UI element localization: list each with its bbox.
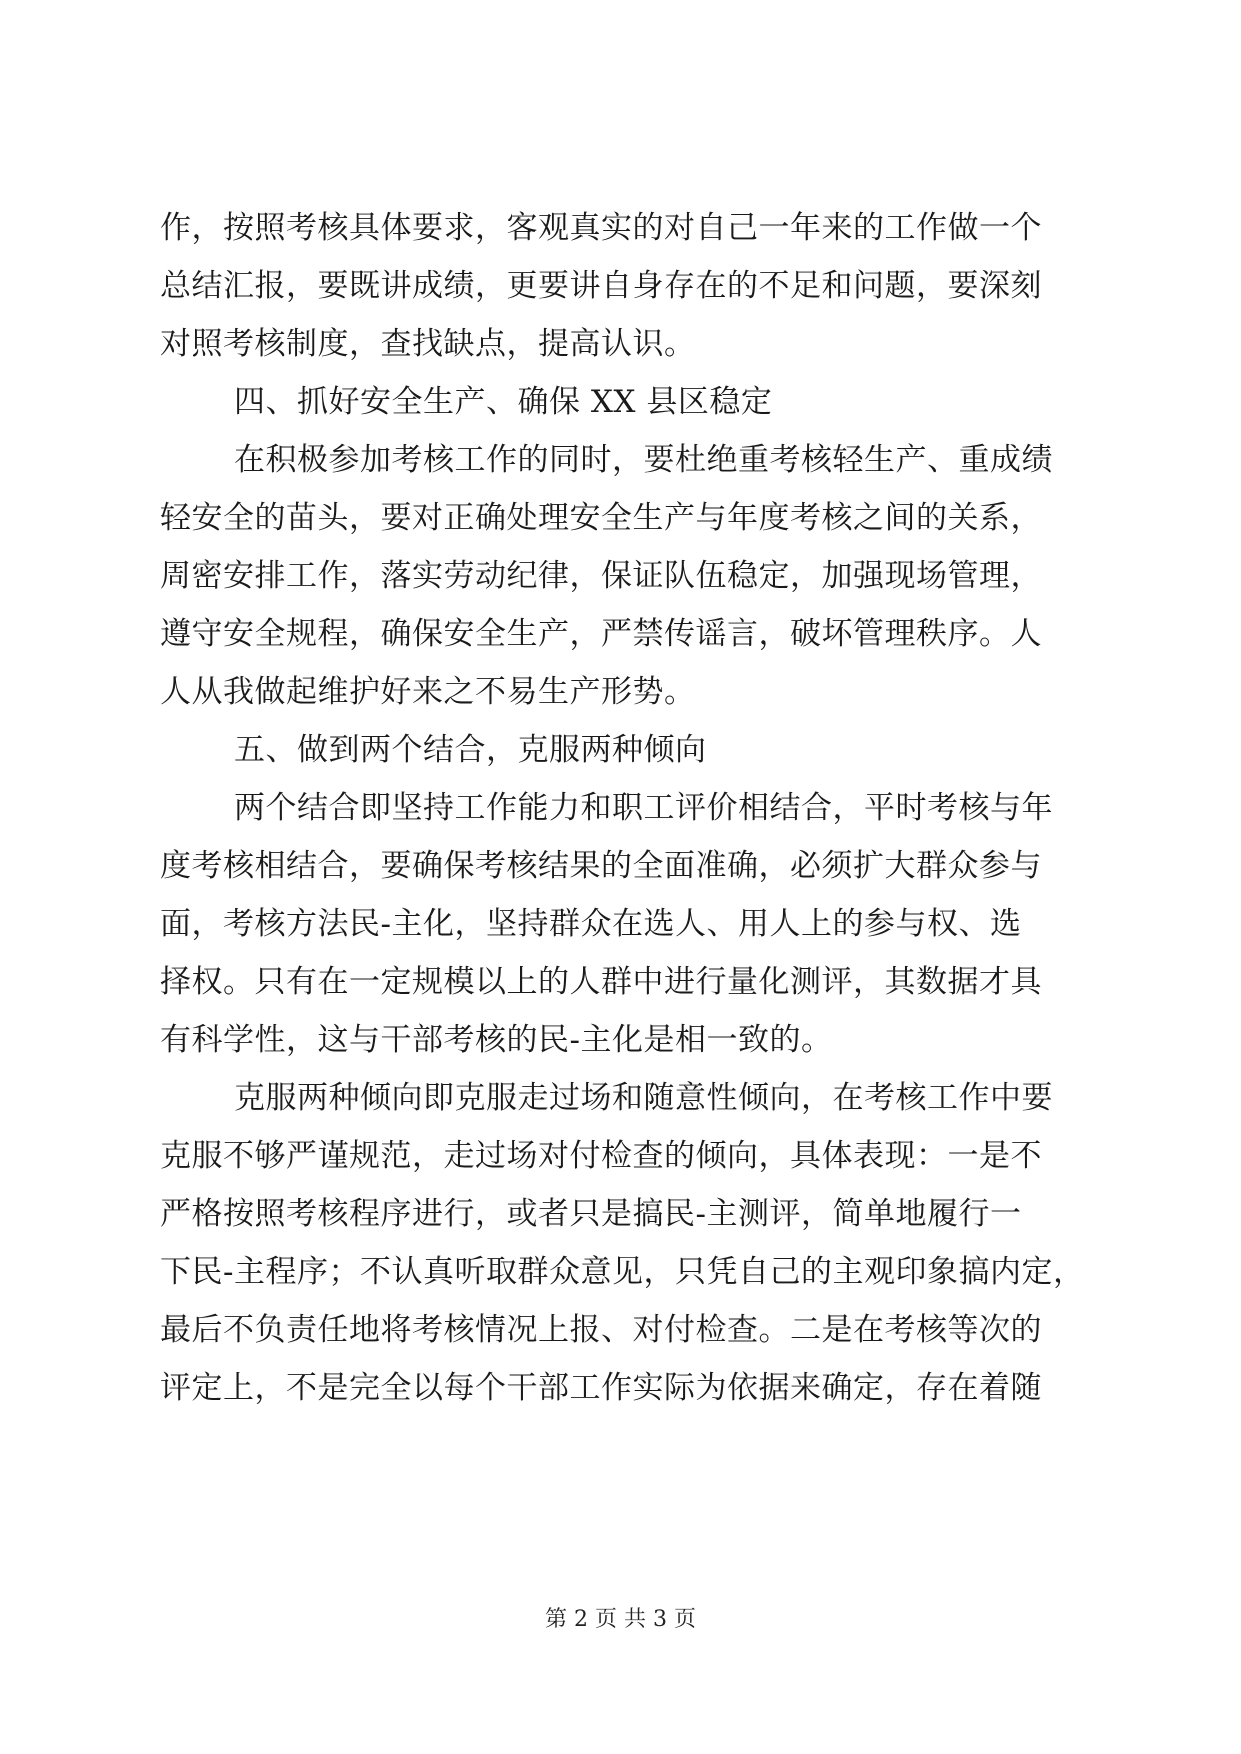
body-text-line: 面，考核方法民-主化，坚持群众在选人、用人上的参与权、选 [160,906,1022,942]
body-text-line: 严格按照考核程序进行，或者只是搞民-主测评，简单地履行一 [160,1196,1022,1232]
body-text-line: 度考核相结合，要确保考核结果的全面准确，必须扩大群众参与 [160,848,1042,884]
body-text-line: 克服不够严谨规范，走过场对付检查的倾向，具体表现：一是不 [160,1138,1042,1174]
body-text-line: 克服两种倾向即克服走过场和随意性倾向，在考核工作中要 [234,1080,1053,1116]
section-heading: 四、抓好安全生产、确保 XX 县区稳定 [234,384,773,420]
body-text-line: 对照考核制度，查找缺点，提高认识。 [160,326,696,362]
body-text-line: 两个结合即坚持工作能力和职工评价相结合，平时考核与年 [234,790,1053,826]
body-text-line: 作，按照考核具体要求，客观真实的对自己一年来的工作做一个 [160,210,1042,246]
body-text-line: 最后不负责任地将考核情况上报、对付检查。二是在考核等次的 [160,1312,1042,1348]
section-heading: 五、做到两个结合，克服两种倾向 [234,732,707,768]
body-text-line: 人从我做起维护好来之不易生产形势。 [160,674,696,710]
page-number-footer: 第 2 页 共 3 页 [545,1607,696,1632]
body-text-line: 周密安排工作，落实劳动纪律，保证队伍稳定，加强现场管理， [160,558,1042,594]
body-text-line: 择权。只有在一定规模以上的人群中进行量化测评，其数据才具 [160,964,1042,1000]
body-text-line: 遵守安全规程，确保安全生产，严禁传谣言，破坏管理秩序。人 [160,616,1042,652]
body-text-line: 有科学性，这与干部考核的民-主化是相一致的。 [160,1022,833,1058]
body-text-line: 总结汇报，要既讲成绩，更要讲自身存在的不足和问题，要深刻 [160,268,1042,304]
body-text-line: 下民-主程序；不认真听取群众意见，只凭自己的主观印象搞内定， [160,1254,1085,1290]
body-text-line: 轻安全的苗头，要对正确处理安全生产与年度考核之间的关系， [160,500,1042,536]
body-text-line: 评定上，不是完全以每个干部工作实际为依据来确定，存在着随 [160,1370,1042,1406]
body-text-line: 在积极参加考核工作的同时，要杜绝重考核轻生产、重成绩 [234,442,1053,478]
